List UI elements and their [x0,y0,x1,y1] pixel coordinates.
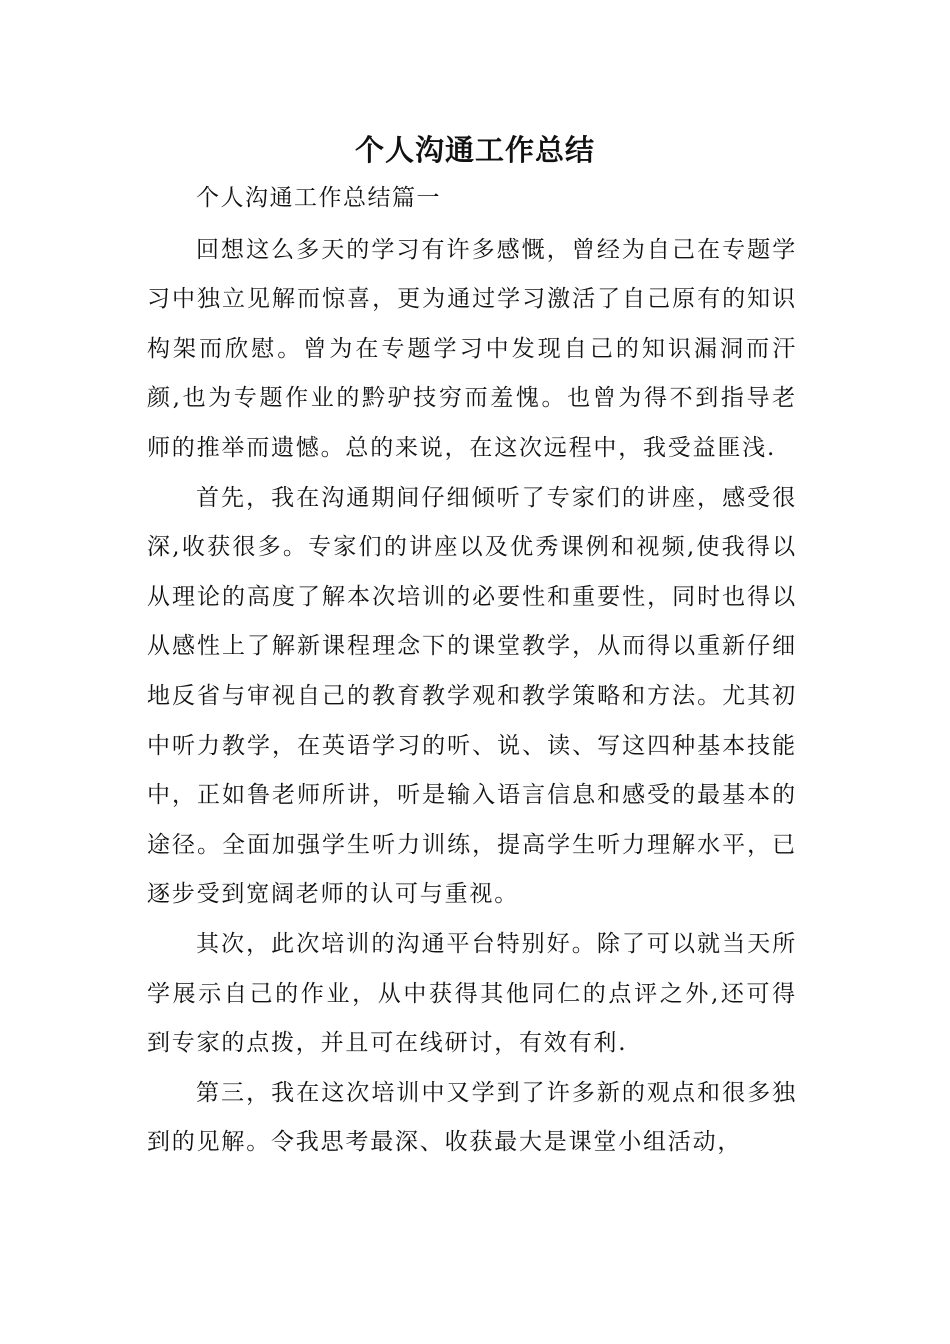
paragraph-second: 其次，此次培训的沟通平台特别好。除了可以就当天所学展示自己的作业，从中获得其他同仁的点评之外,还可得到专家的点拨，并且可在线研讨，有效有利. [147,930,797,1057]
paragraph-reflection: 回想这么多天的学习有许多感慨，曾经为自己在专题学习中独立见解而惊喜，更为通过学习激活了自己原有的知识构架而欣慰。曾为在专题学习中发现自己的知识漏洞而汗颜,也为专题作业的黔驴技穷而羞愧。也曾为得不到指导老师的推举而遗憾。总的来说，在这次远程中，我受益匪浅. [147,236,797,461]
paragraph-third: 第三，我在这次培训中又学到了许多新的观点和很多独到的见解。令我思考最深、收获最大是课堂小组活动， [147,1079,797,1156]
document-body [147,174,797,1168]
section-heading: 个人沟通工作总结篇一 [196,185,441,211]
paragraph-first: 首先，我在沟通期间仔细倾听了专家们的讲座，感受很深,收获很多。专家们的讲座以及优秀课例和视频,使我得以从理论的高度了解本次培训的必要性和重要性，同时也得以从感性上了解新课程理念下的课堂教学，从而得以重新仔细地反省与审视自己的教育教学观和教学策略和方法。尤其初中听力教学，在英语学习的听、说、读、写这四种基本技能中，正如鲁老师所讲，听是输入语言信息和感受的最基本的途径。全面加强学生听力训练，提高学生听力理解水平，已逐步受到宽阔老师的认可与重视。 [147,484,797,908]
document-title: 个人沟通工作总结 [354,133,595,167]
